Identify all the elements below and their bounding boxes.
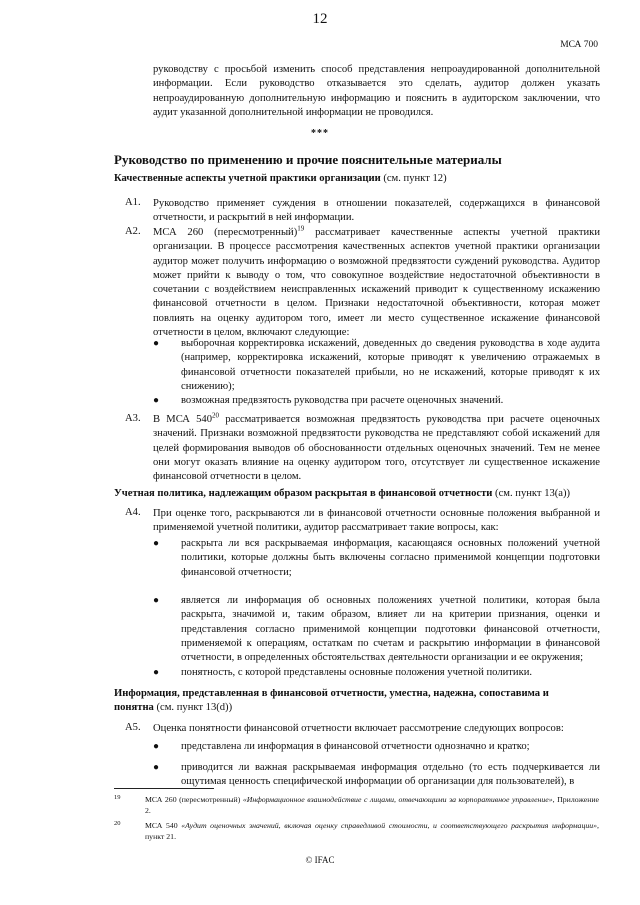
page-number: 12 xyxy=(312,11,328,27)
bullet-icon: ● xyxy=(153,595,160,606)
para-a4: При оценке того, раскрываются ли в финансовой отчетности основные положения выбранной и применяемой учетной политики, аудитор рассматривает такие вопросы, как: xyxy=(153,508,600,534)
footnote-number: 20 xyxy=(114,820,121,827)
separator-stars: *** xyxy=(311,128,329,139)
para-label-a5: A5. xyxy=(125,722,141,733)
bullet-a4-1: раскрыта ли вся раскрываемая информация, касающаяся основных положений учетной политики, которые должны быть включены согласно применимой концепции подготовки финансовой отчетности; xyxy=(181,538,600,578)
bullet-icon: ● xyxy=(153,538,160,549)
bullet-icon: ● xyxy=(153,762,160,773)
footnote-19: 19 МСА 260 (пересмотренный) «Информационное взаимодействие с лицами, отвечающими за корпоративное управление», Приложение 2. xyxy=(114,794,599,815)
bullet-a4-2: является ли информация об основных положениях учетной политики, которая была раскрыта, значимой и, таким образом, влияет ли на критерии признания, оценки и представления согласно применимой концепции подготовки финансовой отчетности, применяемой к операциям, остаткам по счетам и раскрытию информации в финансовой отчетности, в определенных обстоятельствах деятельности организации и ее окружения; xyxy=(181,595,600,664)
bullet-icon: ● xyxy=(153,741,160,752)
para-label-a4: A4. xyxy=(125,507,141,518)
document-code: МСА 700 xyxy=(560,40,598,50)
footnote-rule xyxy=(114,788,214,789)
para-a2: МСА 260 (пересмотренный)$^{19}$ рассматривает качественные аспекты учетной практики организации. В процессе рассмотрения качественных аспектов учетной практики организации аудитор может получить информацию о возможной предвзятости суждений руководства. Аудитор может прийти к выводу о том, что совокупное воздействие недостаточной объективности в сочетании с воздействием неисправленных искажений приводит к существенному искажению финансовой отчетности в целом. Признаки недостаточной объективности, которая может повлиять на оценку аудитором того, имеет ли место существенное искажение финансовой отчетности в целом, включают следующие: xyxy=(153,224,600,339)
bullet-icon: ● xyxy=(153,395,160,406)
footnote-ref-19: 19 xyxy=(297,224,305,233)
copyright-footer: © IFAC xyxy=(305,855,335,865)
bullet-a4-3: понятность, с которой представлены основные положения учетной политики. xyxy=(181,667,533,678)
bullet-icon: ● xyxy=(153,338,160,349)
footnote-ref-20: 20 xyxy=(212,411,220,420)
bullet-a2-1: выборочная корректировка искажений, доведенных до сведения руководства в ходе аудита (например, корректировка искажений, которые приводят к увеличению отражаемых в финансовой отчетности показателей прибыли, но не искажений, которые приводят к их снижению); xyxy=(181,338,600,392)
para-a3: В МСА $540^{20}$ рассматривается возможная предвзятость руководства при расчете оценочных значений. Признаки возможной предвзятости руководства не представляют собой искажений для целей формирования выводов об обоснованности отдельных оценочных значений. Тем не менее они могут оказать влияние на оценку аудитором того, отсутствует ли существенное искажение финансовой отчетности в целом. xyxy=(153,411,600,483)
subheading-qualitative-aspects: Качественные аспекты учетной практики организации (см. пункт 12) xyxy=(114,173,447,184)
footnote-20: 20 МСА 540 «Аудит оценочных значений, включая оценку справедливой стоимости, и соответствующего раскрытия информации», пункт 21. xyxy=(114,820,599,841)
bullet-a2-2: возможная предвзятость руководства при расчете оценочных значений. xyxy=(181,395,504,406)
para-a1: Руководство применяет суждения в отношении показателей, содержащихся в финансовой отчетности, и раскрытий в ней информации. xyxy=(153,198,600,224)
bullet-a5-2: приводится ли важная раскрываемая информация отдельно (то есть подчеркивается ли ощутимая ценность специфической информации об организации для пользователей), в xyxy=(181,762,600,788)
para-label-a3: A3. xyxy=(125,413,141,424)
intro-paragraph: руководству с просьбой изменить способ представления непроаудированной дополнительной информации. Если руководство отказывается это сделать, аудитор должен указать непроаудированную дополнительную информацию и пояснить в аудиторском заключении, что аудит указанной дополнительной информации не проводился. xyxy=(153,64,600,118)
subheading-information-quality: Информация, представленная в финансовой отчетности, уместна, надежна, сопоставима и понятна (см. пункт 13(d)) xyxy=(114,688,549,713)
section-title: Руководство по применению и прочие пояснительные материалы xyxy=(114,152,502,167)
para-label-a1: A1. xyxy=(125,197,141,208)
bullet-icon: ● xyxy=(153,667,160,678)
para-label-a2: A2. xyxy=(125,226,141,237)
bullet-a5-1: представлена ли информация в финансовой отчетности однозначно и кратко; xyxy=(181,741,530,752)
subheading-accounting-policy: Учетная политика, надлежащим образом раскрытая в финансовой отчетности (см. пункт 13(a)) xyxy=(114,488,571,499)
footnote-number: 19 xyxy=(114,794,121,801)
para-a5: Оценка понятности финансовой отчетности включает рассмотрение следующих вопросов: xyxy=(153,723,564,734)
